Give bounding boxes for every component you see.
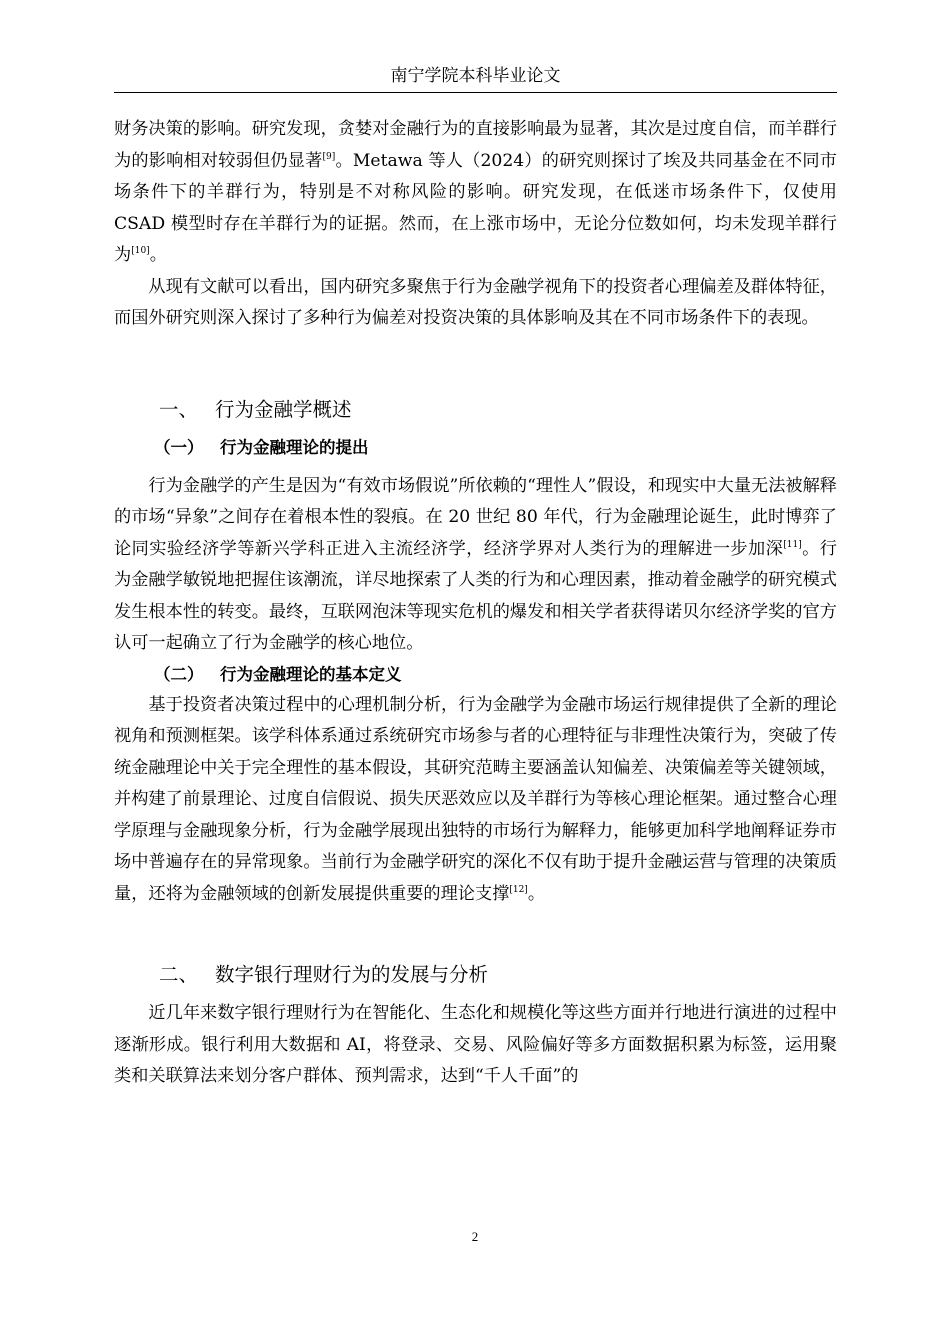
citation: [11] [783, 539, 802, 550]
paragraph: 近几年来数字银行理财行为在智能化、生态化和规模化等这些方面并行地进行演进的过程中逐渐形成。银行利用大数据和 AI，将登录、交易、风险偏好等多方面数据积累为标签，运用聚类和关联算法来划分客户群体、预判需求，达到“千人千面”的 [114, 1003, 837, 1086]
paragraph-text: 行为金融学的产生是因为“有效市场假说”所依赖的“理性人”假设，和现实中大量无法被解释的市场“异象”之间存在着根本性的裂痕。在 20 世纪 80 年代，行为金融理论诞生，此时博弈了论同实验经济学等新兴学科正进入主流经济学，经济学界对人类行为的理解进一步加深 [114, 475, 837, 559]
paragraph-text: 。 [527, 883, 546, 904]
paragraph [114, 114, 837, 272]
section-number: 一、 [159, 397, 199, 421]
subsection-title: 行为金融理论的基本定义 [220, 664, 402, 684]
subsection-number: （一） [154, 437, 204, 457]
paragraph: 从现有文献可以看出，国内研究多聚焦于行为金融学视角下的投资者心理偏差及群体特征，而国外研究则深入探讨了多种行为偏差对投资决策的具体影响及其在不同市场条件下的表现。 [114, 276, 837, 328]
citation: [9] [322, 151, 336, 162]
paragraph-text: 。Metawa 等人（2024）的研究则探讨了埃及共同基金在不同市场条件下的羊群行为，特别是不对称风险的影响。研究发现，在低迷市场条件下，仅使用 CSAD 模型时存在羊群行为的证据。然而，在上涨市场中，无论分位数如何，均未发现羊群行为 [114, 150, 837, 265]
citation: [12] [509, 884, 528, 895]
subsection-number: （二） [154, 664, 204, 684]
paragraph-text: 基于投资者决策过程中的心理机制分析，行为金融学为金融市场运行规律提供了全新的理论视角和预测框架。该学科体系通过系统研究市场参与者的心理特征与非理性决策行为，突破了传统金融理论中关于完全理性的基本假设，其研究范畴主要涵盖认知偏差、决策偏差等关键领域，并构建了前景理论、过度自信假说、损失厌恶效应以及羊群行为等核心理论框架。通过整合心理学原理与金融现象分析，行为金融学展现出独特的市场行为解释力，能够更加科学地阐释证券市场中普遍存在的异常现象。当前行为金融学研究的深化不仅有助于提升金融运营与管理的决策质量，还将为金融领域的创新发展提供重要的理论支撑 [114, 694, 837, 904]
section-heading [114, 960, 837, 990]
subsection-heading [114, 660, 837, 690]
paragraph-text: 财务决策的影响。研究发现，贪婪对金融行为的直接影响最为显著，其次是过度自信，而羊群行为的影响相对较弱但仍显著 [114, 119, 837, 171]
page-number: 2 [471, 1229, 479, 1244]
paragraph-text: 。 [149, 245, 167, 265]
citation: [10] [131, 246, 150, 256]
section-title: 数字银行理财行为的发展与分析 [215, 963, 489, 986]
paragraph [114, 690, 837, 911]
section-title: 行为金融学概述 [215, 397, 352, 421]
section-heading [114, 395, 837, 425]
page-header: 南宁学院本科毕业论文 [114, 62, 837, 93]
paragraph-text: 。行为金融学敏锐地把握住该潮流，详尽地探索了人类的行为和心理因素，推动着金融学的研究模式发生根本性的转变。最终，互联网泡沫等现实危机的爆发和相关学者获得诺贝尔经济学奖的官方认可一起确立了行为金融学的核心地位。 [114, 538, 837, 653]
subsection-title: 行为金融理论的提出 [220, 437, 369, 457]
section-number: 二、 [159, 963, 199, 986]
paragraph [114, 471, 837, 660]
page-body [114, 114, 837, 1093]
subsection-heading [114, 433, 837, 463]
